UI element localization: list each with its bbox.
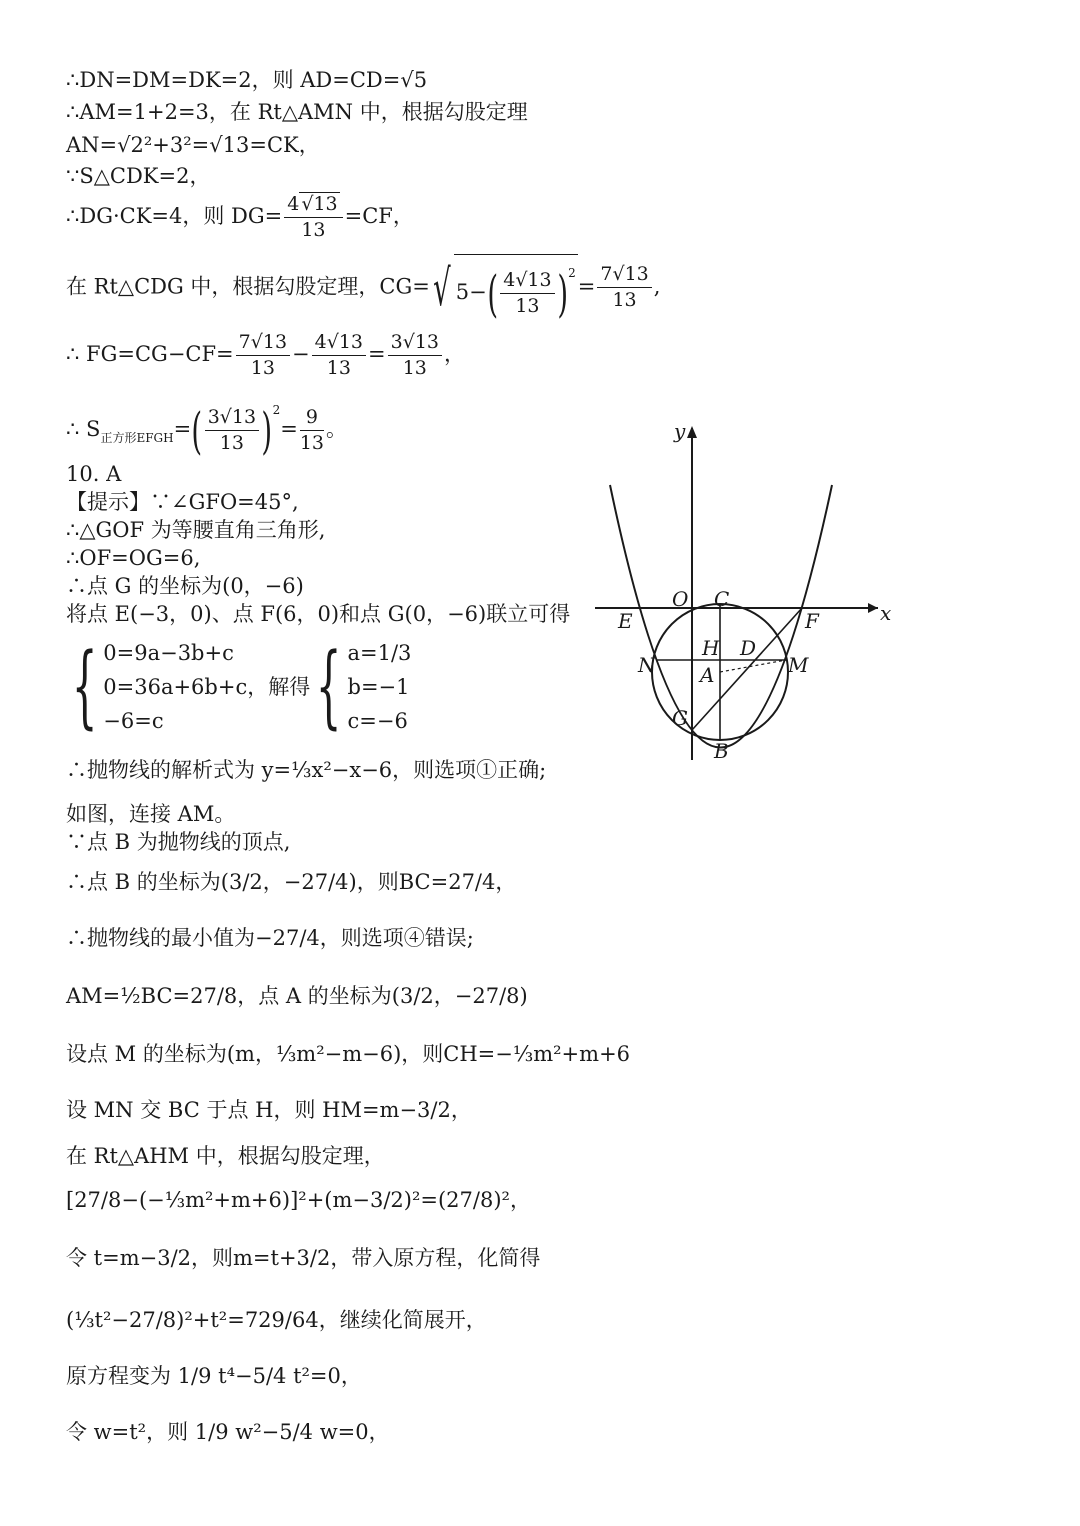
label-x: x — [880, 601, 892, 625]
label-g: G — [672, 706, 688, 730]
label-e: E — [618, 609, 633, 633]
label-y: y — [674, 420, 686, 443]
line-16: ∴抛物线的解析式为 y=⅓x²−x−6，则选项①正确; — [66, 758, 547, 782]
label-o: O — [672, 587, 689, 611]
line-28: 原方程变为 1/9 t⁴−5/4 t²=0， — [66, 1364, 362, 1388]
label-c: C — [714, 587, 730, 611]
line-1: ∴DN=DM=DK=2，则 AD=CD=√5 — [66, 68, 428, 92]
line-13: ∴点 G 的坐标为(0，−6) — [66, 574, 304, 598]
line-8-sub: 正方形EFGH — [100, 431, 174, 445]
line-29: 令 w=t²，则 1/9 w²−5/4 w=0， — [66, 1420, 390, 1444]
label-d: D — [740, 636, 757, 660]
line-8-pre: ∴ S — [66, 417, 101, 441]
line-3: AN=√2²+3²=√13=CK， — [66, 133, 320, 157]
parabola-circle-figure — [590, 420, 900, 765]
line-19: ∴点 B 的坐标为(3/2，−27/4)，则BC=27/4， — [66, 870, 517, 894]
parabola — [610, 485, 832, 748]
equation-system-2: a=1/3 b=−1 c=−6 — [347, 641, 412, 733]
line-2: ∴AM=1+2=3，在 Rt△AMN 中，根据勾股定理 — [66, 100, 528, 124]
line-21: AM=½BC=27/8，点 A 的坐标为(3/2，−27/8) — [66, 984, 528, 1008]
line-4: ∵S△CDK=2， — [66, 164, 211, 188]
line-6: 在 Rt△CDG 中，根据勾股定理，CG=√ 5−( $\frac{4√13}{13}$ )$^2$= $\frac{7√13}{13}$ , — [66, 254, 660, 322]
label-b: B — [714, 739, 729, 763]
label-n: N — [638, 653, 656, 677]
fraction: $\frac{4 √13}{13}$ — [284, 192, 342, 243]
line-14: 将点 E(−3，0)、点 F(6，0)和点 G(0，−6)联立可得 — [66, 602, 571, 626]
x-axis-arrow — [868, 603, 878, 613]
line-5 — [66, 192, 414, 243]
label-a: A — [700, 663, 715, 687]
line-5-post: =CF， — [344, 204, 414, 228]
line-25: [27/8−(−⅓m²+m+6)]²+(m−3/2)²=(27/8)²， — [66, 1188, 531, 1212]
line-26: 令 t=m−3/2，则m=t+3/2，带入原方程，化简得 — [66, 1246, 541, 1270]
label-f: F — [805, 609, 819, 633]
line-5-pre: ∴DG·CK=4，则 DG= — [66, 204, 283, 228]
solve-label: ，解得 — [247, 675, 311, 699]
line-8-post: 。 — [326, 417, 348, 441]
line-11: ∴△GOF 为等腰直角三角形, — [66, 518, 326, 542]
line-8: ∴ $S_{正方形EFGH}=$( $\frac{3√13}{13}$ )$^2$= $\frac{9}{13}$ 。 — [66, 401, 348, 460]
line-6-pre: 在 Rt△CDG 中，根据勾股定理，CG= — [66, 274, 430, 299]
line-27: (⅓t²−27/8)²+t²=729/64，继续化简展开， — [66, 1308, 487, 1332]
label-h: H — [702, 636, 720, 660]
line-18: ∵点 B 为抛物线的顶点, — [66, 830, 291, 854]
line-7-pre: ∴ FG=CG−CF= — [66, 342, 234, 366]
line-9: 10. A — [66, 462, 122, 486]
y-axis-arrow — [687, 426, 697, 438]
equation-system-1: 0=9a−3b+c 0=36a+6b+c −6=c — [103, 641, 248, 733]
line-23: 设 MN 交 BC 于点 H，则 HM=m−3/2， — [66, 1098, 472, 1122]
line-10: 【提示】∵∠GFO=45°, — [66, 490, 299, 514]
line-24: 在 Rt△AHM 中，根据勾股定理， — [66, 1144, 385, 1168]
line-7: ∴ FG=CG−CF= $\frac{7√13}{13}$ − $\frac{4√13}{13}$ = $\frac{3√13}{13}$ ， — [66, 331, 465, 379]
line-12: ∴OF=OG=6, — [66, 546, 201, 570]
line-20: ∴抛物线的最小值为−27/4，则选项④错误; — [66, 926, 474, 950]
label-m: M — [788, 653, 809, 677]
line-17: 如图，连接 AM。 — [66, 802, 236, 826]
line-22: 设点 M 的坐标为(m，⅓m²−m−6)，则CH=−⅓m²+m+6 — [66, 1042, 631, 1066]
line-15-system: { 0=9a−3b+c 0=36a+6b+c −6=c ，解得{ a=1/3 b=−1 c=−6 — [71, 634, 412, 739]
